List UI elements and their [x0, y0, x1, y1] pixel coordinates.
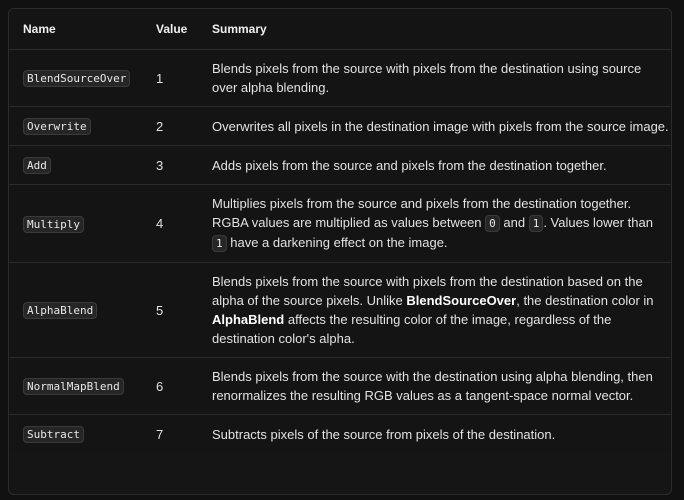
value-cell: 1 — [146, 50, 204, 107]
summary-text: affects the resulting color of the image, regardless of the destination color's alpha. — [212, 312, 612, 346]
summary-text: and — [499, 215, 529, 230]
summary-text: , the destination color in — [516, 293, 654, 308]
bold-term: BlendSourceOver — [406, 293, 517, 308]
header-summary: Summary — [204, 9, 671, 50]
inline-code: 0 — [485, 215, 500, 232]
summary-text: Blends pixels from the source with pixels from the destination using source over alpha blending. — [212, 61, 642, 95]
table-row — [9, 50, 671, 107]
name-cell — [9, 50, 146, 107]
summary-text: . Values lower than — [543, 215, 653, 230]
summary-text: Overwrites all pixels in the destination image with pixels from the source image. — [212, 118, 669, 134]
value-cell: 7 — [146, 415, 204, 454]
summary-cell — [204, 358, 671, 415]
enum-name-code: Multiply — [23, 216, 84, 233]
summary-text: Blends pixels from the source with the destination using alpha blending, then renormalizes the resulting RGB values as a tangent-space normal vector. — [212, 369, 653, 403]
summary-cell — [204, 185, 671, 263]
summary-text: Subtracts pixels of the source from pixels of the destination. — [212, 426, 556, 442]
table-header — [9, 9, 671, 50]
value-cell: 4 — [146, 185, 204, 263]
enum-name-code: Subtract — [23, 426, 84, 443]
inline-code: 1 — [212, 235, 227, 252]
enum-name-code: BlendSourceOver — [23, 70, 130, 87]
summary-text: Blends pixels from the source with pixels from the destination based on the alpha of the source pixels. Unlike — [212, 274, 643, 308]
summary-text: Adds pixels from the source and pixels from the destination together. — [212, 157, 607, 173]
enum-name-code: NormalMapBlend — [23, 378, 124, 395]
name-cell — [9, 358, 146, 415]
summary-cell — [204, 107, 671, 146]
table-row — [9, 146, 671, 185]
summary-cell — [204, 146, 671, 185]
name-cell — [9, 107, 146, 146]
table-row — [9, 263, 671, 358]
bold-term: AlphaBlend — [212, 312, 285, 327]
name-cell — [9, 415, 146, 454]
summary-cell — [204, 50, 671, 107]
name-cell — [9, 185, 146, 263]
value-cell: 6 — [146, 358, 204, 415]
table-row — [9, 185, 671, 263]
summary-text: Multiplies pixels from the source and pixels from the destination together. RGBA values are multiplied as values between — [212, 196, 632, 230]
table-body — [9, 50, 671, 454]
value-cell: 5 — [146, 263, 204, 358]
header-row — [9, 9, 671, 50]
name-cell — [9, 146, 146, 185]
blend-mode-table-container — [8, 8, 672, 495]
name-cell — [9, 263, 146, 358]
table-row — [9, 107, 671, 146]
header-value: Value — [146, 9, 204, 50]
enum-name-code: AlphaBlend — [23, 302, 97, 319]
table-row — [9, 415, 671, 454]
summary-cell — [204, 263, 671, 358]
table-row — [9, 358, 671, 415]
blend-mode-table — [9, 9, 671, 453]
enum-name-code: Overwrite — [23, 118, 91, 135]
inline-code: 1 — [529, 215, 544, 232]
summary-cell — [204, 415, 671, 454]
summary-text: have a darkening effect on the image. — [226, 235, 448, 250]
header-name: Name — [9, 9, 146, 50]
value-cell: 3 — [146, 146, 204, 185]
value-cell: 2 — [146, 107, 204, 146]
enum-name-code: Add — [23, 157, 51, 174]
